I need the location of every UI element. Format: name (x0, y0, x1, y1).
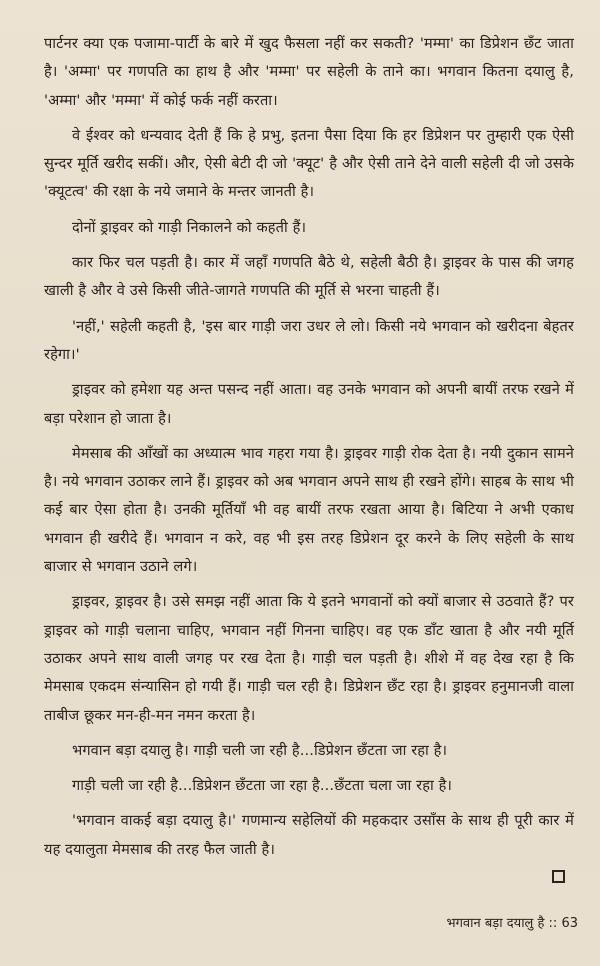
paragraph: दोनों ड्राइवर को गाड़ी निकालने को कहती हैं। (72, 218, 307, 236)
paragraph: कार फिर चल पड़ती है। कार में जहाँ गणपति बैठे थे, सहेली बैठी है। ड्राइवर के पास की जगह खाली है और वे उसे किसी जीते-जागते गणपति की मूर्ति से भरना चाहती हैं। (44, 254, 574, 300)
body-text (44, 30, 574, 871)
paragraph: 'नहीं,' सहेली कहती है, 'इस बार गाड़ी जरा उधर ले लो। किसी नये भगवान को खरीदना बेहतर रहेगा।' (44, 317, 574, 363)
paragraph: गाड़ी चली जा रही है...डिप्रेशन छँटता जा रहा है...छँटता चला जा रहा है। (72, 777, 453, 795)
paragraph: पार्टनर क्या एक पजामा-पार्टी के बारे में खुद फैसला नहीं कर सकती? 'मम्मा' का डिप्रेशन छँट जाता है। 'अम्मा' पर गणपति का हाथ है और 'मम्मा' पर सहेली के ताने का। भगवान कितना दयालु है, 'अम्मा' और 'मम्मा' में कोई फर्क नहीं करता। (44, 35, 574, 109)
paragraph: मेमसाब की आँखों का अध्यात्म भाव गहरा गया है। ड्राइवर गाड़ी रोक देता है। नयी दुकान सामने है। नये भगवान उठाकर लाने हैं। ड्राइवर को अब भगवान अपने साथ ही रखने होंगे। साहब के साथ भी कई बार ऐसा होता है। उनकी मूर्तियाँ भी वह बायीं तरफ रखता आया है। बिटिया ने अभी एकाध भगवान ही खरीदे हैं। भगवान न करे, वह भी इस तरह डिप्रेशन दूर करने के लिए सहेली के साथ बाजार से भगवान उठाने लगे। (44, 444, 574, 576)
running-title: भगवान बड़ा दयालु है (446, 916, 545, 931)
paragraph: ड्राइवर को हमेशा यह अन्त पसन्द नहीं आता। वह उनके भगवान को अपनी बायीं तरफ रखने में बड़ा परेशान हो जाता है। (44, 381, 574, 427)
page-number: 63 (561, 916, 578, 931)
paragraph: 'भगवान वाकई बड़ा दयालु है।' गणमान्य सहेलियों की महकदार उसाँस के साथ ही पूरी कार में यह दयालुता मेमसाब की तरह फैल जाती है। (44, 812, 574, 858)
paragraph: वे ईश्वर को धन्यवाद देती हैं कि हे प्रभु, इतना पैसा दिया कि हर डिप्रेशन पर तुम्हारी एक ऐसी सुन्दर मूर्ति खरीद सकीं। और, ऐसी बेटी दी जो 'क्यूट' है और ऐसी ताने देने वाली सहेली दी जो उसके 'क्यूटत्व' की रक्षा के नये जमाने के मन्तर जानती है। (44, 126, 574, 201)
footer-separator: :: (548, 916, 558, 931)
paragraph: ड्राइवर, ड्राइवर है। उसे समझ नहीं आता कि ये इतने भगवानों को क्यों बाजार से उठवाते हैं? पर ड्राइवर को गाड़ी चलाना चाहिए, भगवान नहीं गिनना चाहिए। वह एक डाँट खाता है और नयी मूर्ति उठाकर अपने साथ वाली जगह पर रख देता है। गाड़ी चल पड़ती है। शीशे में वह देख रहा है कि मेमसाब एकदम संन्यासिन हो गयी हैं। गाड़ी चल रही है। डिप्रेशन छँट रहा है। ड्राइवर हनुमानजी वाला ताबीज छूकर मन-ही-मन नमन करता है। (44, 593, 574, 724)
end-of-story-square-icon (552, 870, 565, 883)
paragraph: भगवान बड़ा दयालु है। गाड़ी चली जा रही है...डिप्रेशन छँटता जा रहा है। (72, 741, 448, 759)
page-footer (446, 913, 578, 931)
